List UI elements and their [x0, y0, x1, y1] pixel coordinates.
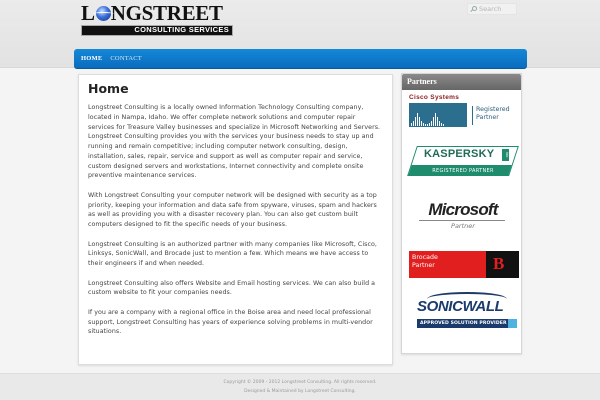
site-logo[interactable] [81, 3, 233, 35]
microsoft-badge: Partner [451, 222, 475, 230]
search-placeholder: Search [479, 4, 502, 13]
footer [0, 373, 600, 400]
cisco-badge: Registered Partner [476, 106, 510, 121]
content-paragraph: Longstreet Consulting is a locally owned Information Technology Consulting company, located in Nampa, Idaho. We offer complete network solutions and computer repair services for Treasure Valley businesses and specialize in Microsoft Networking and Servers. Longstreet Consulting provides you with the services your business needs to stay up and running and remain competitive; including computer network consulting, design, installation, sales, repair, service and support as well as computer repair and service, custom designed servers and workstations, Internet connectivity and complete onsite preventive maintenance services. [88, 104, 381, 180]
microsoft-partner-logo[interactable] [415, 201, 511, 233]
content-paragraph: With Longstreet Consulting your computer network will be designed with security as a top priority, keeping your information and data safe from spyware, viruses, spam and hackers as well as providing you with a disaster recovery plan. You can also get custom built computers designed to fit the specific needs of your business. [88, 191, 377, 228]
microsoft-name: Microsoft [428, 200, 498, 219]
divider [472, 106, 473, 125]
content-paragraph: Longstreet Consulting also offers Website and Email hosting services. We can also build a custom website to fit your companies needs. [88, 279, 376, 297]
content-paragraph: If you are a company with a regional office in the Boise area and need local professional support, Longstreet Consulting has years of experience solving problems in multi-vendor situations. [88, 308, 373, 336]
main-content [78, 74, 393, 365]
content-paragraph: Longstreet Consulting is an authorized partner with many companies like Microsoft, Cisco, Linksys, SonicWall, and Brocade just to mention a few. Which means we have access to their engineers if and when needed. [88, 240, 377, 267]
kaspersky-badge: REGISTERED PARTNER [432, 168, 494, 174]
copyright-text: Copyright © 2009 - 2012 Longstreet Consulting. All rights reserved. [223, 380, 377, 385]
kaspersky-name: KASPERSKY [424, 148, 495, 160]
cisco-partner-logo[interactable] [409, 94, 514, 128]
sidebar-title: Partners [402, 74, 521, 90]
nav-contact[interactable]: CONTACT [110, 55, 142, 62]
brocade-b-icon: B [486, 251, 519, 278]
nav-home[interactable]: HOME [81, 55, 103, 62]
sonicwall-partner-logo[interactable] [415, 292, 515, 334]
brocade-text: Brocade Partner [412, 254, 438, 269]
logo-wordmark: L NGSTREET [81, 1, 223, 25]
kaspersky-lab-tag: lab [502, 149, 509, 161]
designer-credit: Designed & Maintained by Longstreet Consulting. [244, 389, 356, 394]
logo-tagline-bar [81, 25, 233, 36]
cisco-name: Cisco Systems [409, 94, 460, 101]
page-title: Home [88, 81, 129, 96]
search-icon [471, 6, 477, 12]
main-nav [74, 49, 527, 69]
divider [419, 220, 505, 221]
sonicwall-name: SONICWALL [417, 298, 504, 315]
cisco-bridge-icon [409, 103, 467, 127]
sonicwall-badge: APPROVED SOLUTION PROVIDER [417, 319, 517, 328]
search-input[interactable] [467, 3, 517, 15]
logo-tagline: CONSULTING SERVICES [134, 25, 229, 34]
globe-icon [96, 6, 111, 21]
partners-sidebar [401, 73, 522, 354]
kaspersky-partner-logo[interactable] [412, 146, 514, 176]
brocade-partner-logo[interactable] [409, 251, 519, 278]
